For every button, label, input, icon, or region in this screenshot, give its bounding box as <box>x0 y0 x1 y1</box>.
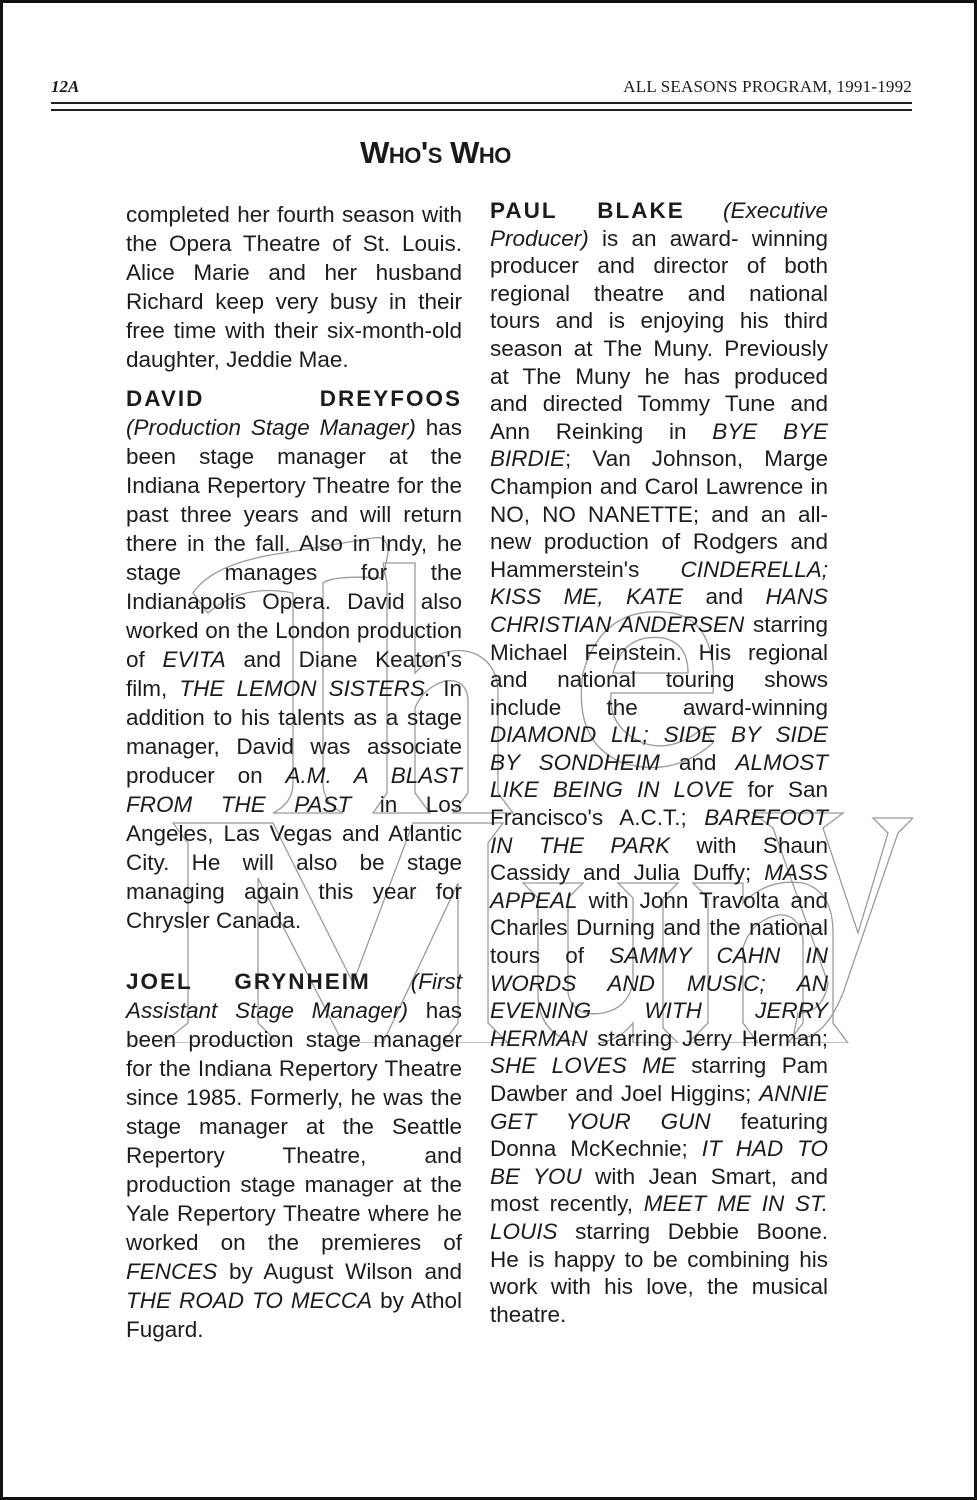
bio-text: has been production stage manager for the Indiana Repertory Theatre since 1985. Formerly, he was the stage manager at the Seattle Repertory Theatre, and production stage manager at the Yale Repertory Theatre where he worked on the premieres of <box>126 998 462 1255</box>
bio-text: with Shaun Cassidy and Julia Duffy; <box>490 832 828 886</box>
bio-text: with John Travolta and Charles Durning and the national tours of <box>490 887 828 969</box>
page-number: 12A <box>51 77 80 96</box>
left-column <box>126 200 462 1354</box>
bio-body <box>126 998 462 1342</box>
work-title: THE ROAD TO MECCA <box>126 1288 373 1313</box>
page-title: Who's Who <box>360 135 511 170</box>
work-title: BAREFOOT IN THE PARK <box>490 805 828 858</box>
work-title: IT HAD TO BE YOU <box>490 1136 829 1189</box>
bio-text: In addition to his talents as a stage manager, David was associate producer on <box>126 676 462 788</box>
work-title: MEET ME IN ST. LOUIS <box>490 1191 828 1244</box>
bio-text: and <box>683 584 766 610</box>
bio-paul-blake <box>490 197 828 1328</box>
bio-role: (First Assistant Stage Manager) <box>126 969 462 1023</box>
bio-text: starring Pam Dawber and Joel Higgins; <box>490 1053 828 1106</box>
running-head <box>51 77 912 101</box>
bio-text: is an award- winning producer and director of both regional theatre and national tours and is enjoying his third season at The Muny. Previously at The Muny he has produced and directed Tommy Tune and Ann Reinking in <box>490 225 828 444</box>
work-title: A.M. A BLAST FROM THE PAST <box>126 763 462 817</box>
work-title: SAMMY CAHN IN WORDS AND MUSIC; AN EVENING WITH JERRY HERMAN <box>490 943 828 1051</box>
bio-text: starring Michael Feinstein. His regional and national touring shows include the award-winning <box>490 611 829 720</box>
work-title: FENCES <box>126 1259 218 1284</box>
bio-text: for San Francisco's A.C.T.; <box>490 777 829 831</box>
bio-joel-grynheim <box>126 967 462 1344</box>
bio-text: in Los Angeles, Las Vegas and Atlantic City. He will also be stage managing again this year for Chrysler Canada. <box>126 792 462 933</box>
bio-text: starring Debbie Boone. He is happy to be combining his work with his love, the musical theatre. <box>490 1218 828 1327</box>
work-title: EVITA <box>162 647 226 672</box>
bio-text: has been stage manager at the Indiana Repertory Theatre for the past three years and will return there in the fall. Also in Indy, he stage manages for the Indianapolis Opera. David also worked on the London production of <box>126 415 463 672</box>
work-title: BYE BYE BIRDIE <box>490 418 828 472</box>
work-title: ALMOST LIKE BEING IN LOVE <box>490 749 828 803</box>
bio-role: (Executive Producer) <box>490 198 828 251</box>
bio-david-dreyfoos <box>126 384 462 935</box>
bio-name: PAUL BLAKE <box>490 198 685 223</box>
bio-text: by Athol Fugard. <box>126 1288 462 1342</box>
work-title: CINDERELLA; KISS ME, KATE <box>490 556 828 610</box>
bio-continuation: completed her fourth season with the Opera Theatre of St. Louis. Alice Marie and her husband Richard keep very busy in their free time with their six-month-old daughter, Jeddie Mae. <box>126 202 462 372</box>
bio-spacer <box>126 945 462 967</box>
bio-role: (Production Stage Manager) <box>126 415 416 440</box>
bio-body <box>126 415 462 933</box>
work-title: ANNIE GET YOUR GUN <box>490 1081 828 1134</box>
bio-text: and Diane Keaton's film, <box>126 647 462 701</box>
bio-name: JOEL GRYNHEIM <box>126 969 371 994</box>
right-column <box>490 197 828 1338</box>
header-rule-top <box>51 102 912 104</box>
bio-text: with Jean Smart, and most recently, <box>490 1163 828 1217</box>
bio-text: starring Jerry Herman; <box>587 1025 828 1051</box>
work-title: MASS APPEAL <box>490 860 828 913</box>
work-title: THE LEMON SISTERS. <box>179 676 432 701</box>
bio-text: ; Van Johnson, Marge Champion and Carol Lawrence in NO, NO NANETTE; and an all-new production of Rodgers and Hammerstein's <box>490 446 828 582</box>
work-title: SHE LOVES ME <box>490 1053 676 1079</box>
bio-text: by August Wilson and <box>217 1259 462 1284</box>
bio-text: and <box>659 749 736 775</box>
program-title: ALL SEASONS PROGRAM, 1991-1992 <box>623 77 912 96</box>
header-rule-bottom <box>51 109 912 111</box>
bio-text: featuring Donna McKechnie; <box>490 1108 828 1162</box>
bio-body <box>490 226 828 1327</box>
work-title: HANS CHRISTIAN ANDERSEN <box>490 584 828 637</box>
work-title: DIAMOND LIL; SIDE BY SIDE BY SONDHEIM <box>490 722 828 775</box>
bio-name: DAVID DREYFOOS <box>126 386 462 411</box>
